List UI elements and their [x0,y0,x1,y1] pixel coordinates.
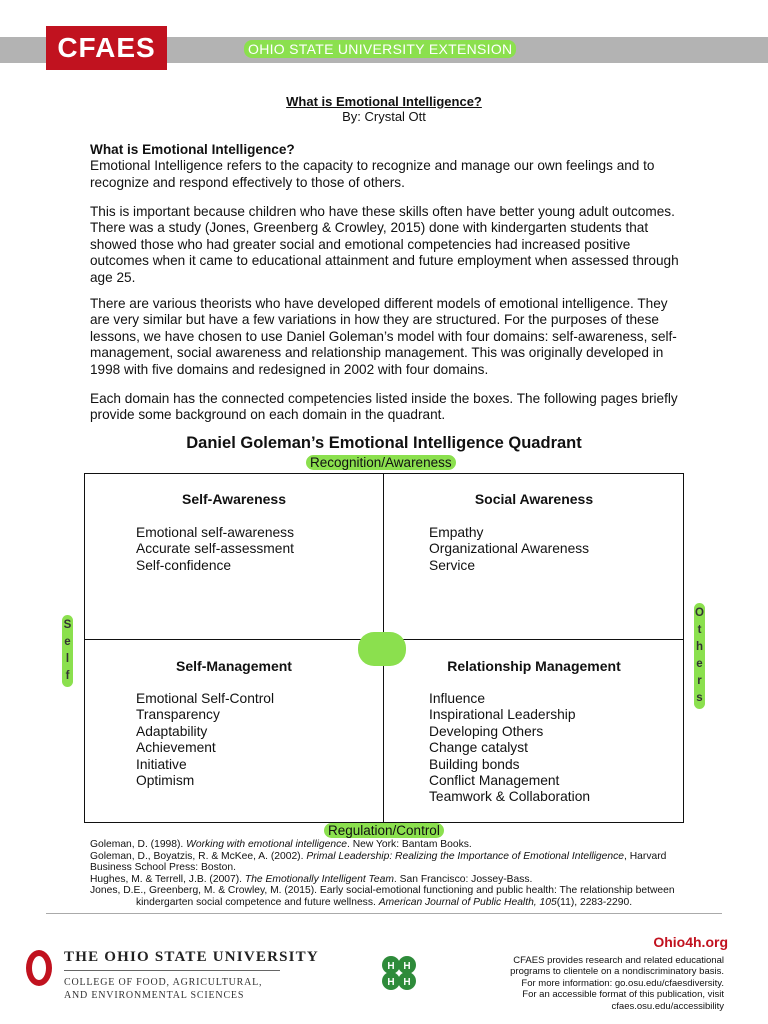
paragraph-4: Each domain has the connected competencies listed inside the boxes. The following pages briefly provide some background on each domain in the quadrant. [90,391,678,423]
list-item: Service [429,557,476,573]
list-item: Self-confidence [136,557,232,573]
reference-1: Goleman, D. (1998). Working with emotional intelligence. New York: Bantam Books. [90,839,472,850]
self-management-list [136,691,274,789]
paragraph-1: Emotional Intelligence refers to the capacity to recognize and manage our own feelings and to recognize and respond effectively to those of others. [90,158,655,190]
paragraph-2: This is important because children who have these skills often have better young adult outcomes. There was a study (Jones, Greenberg & Crowley, 2015) done with kindergarten students that showed those who had greater social and emotional competencies had increased positive outcomes when it came to educational attainment and future employment when assessed through age 25. [90,204,679,285]
references [90,839,690,909]
quadrant-title: Daniel Goleman’s Emotional Intelligence Quadrant [186,434,582,452]
relationship-management-heading: Relationship Management [447,658,621,674]
footer-divider [46,913,722,914]
self-awareness-heading: Self-Awareness [181,491,286,507]
svg-text:H: H [387,977,395,988]
byline: By: Crystal Ott [342,109,426,124]
list-item: Organizational Awareness [429,541,590,557]
reference-3: Hughes, M. & Terrell, J.B. (2007). The Emotionally Intelligent Team. San Francisco: Jossey-Bass. [90,873,533,885]
list-item: Building bonds [429,756,520,772]
list-item: Emotional Self-Control [136,691,275,706]
regulation-control-label: Regulation/Control [324,822,444,840]
svg-text:H: H [403,961,411,972]
ohio4h-link[interactable]: Ohio4h.org [653,934,728,950]
list-item: Adaptability [136,723,208,739]
list-item: Transparency [136,707,220,723]
self-awareness-list [136,525,294,574]
list-item: Accurate self-assessment [136,541,294,557]
list-item: Developing Others [429,723,544,739]
self-management-heading: Self-Management [176,658,292,674]
list-item: Emotional self-awareness [136,525,294,540]
list-item: Optimism [136,773,195,789]
svg-text:H: H [387,961,395,972]
page-title: What is Emotional Intelligence? [286,94,482,109]
relationship-management-list [429,691,590,806]
svg-text:H: H [403,977,411,988]
reference-4: Jones, D.E., Greenberg, M. & Crowley, M. (2015). Early social-emotional functioning and public health: The relationship between [90,885,675,897]
cfaes-logo: CFAES [46,26,167,70]
osu-block-o-logo [26,950,52,986]
list-item: Empathy [429,525,484,540]
social-awareness-list [429,525,589,574]
paragraph-3: There are various theorists who have developed different models of emotional intelligence. They are very similar but have a few variations in how they are structured. For the purposes of these lessons, we have chosen to use Daniel Goleman’s model with four domains: self-awareness, self-management, social awareness and relationship management. This was originally developed in 1998 with five domains and redesigned in 2002 with four domains. [90,296,677,377]
section-heading: What is Emotional Intelligence? [90,142,295,157]
list-item: Conflict Management [429,773,560,789]
4h-clover-icon [374,948,424,998]
list-item: Influence [429,691,485,706]
others-side-label: O t h e r s [694,603,705,709]
disclaimer: CFAES provides research and related educational programs to clientele on a nondiscriminatory basis. For more information: go.osu.edu/cfaesdiversity. For an accessible format of this publication, visit cfaes.osu.edu/accessibility [510,955,724,1012]
self-side-label: S e l f [62,615,73,687]
recognition-awareness-label: Recognition/Awareness [306,454,456,472]
reference-2: Goleman, D., Boyatzis, R. & McKee, A. (2002). Primal Leadership: Realizing the Importance of Emotional Intelligence, Harvard Business School Press: Boston. [90,850,667,874]
university-name: THE OHIO STATE UNIVERSITY [64,949,319,965]
college-name: COLLEGE OF FOOD, AGRICULTURAL, AND ENVIRONMENTAL SCIENCES [64,977,263,1001]
extension-label: OHIO STATE UNIVERSITY EXTENSION [244,40,516,58]
list-item: Initiative [136,756,187,772]
list-item: Teamwork & Collaboration [429,789,591,805]
list-item: Achievement [136,740,216,756]
university-rule [64,970,280,971]
reference-4-cont: kindergarten social competence and future wellness. American Journal of Public Health, 105(11), 2283-2290. [136,896,633,908]
list-item: Inspirational Leadership [429,707,576,723]
social-awareness-heading: Social Awareness [474,491,594,507]
list-item: Change catalyst [429,740,528,756]
intro-paragraph [90,142,680,191]
